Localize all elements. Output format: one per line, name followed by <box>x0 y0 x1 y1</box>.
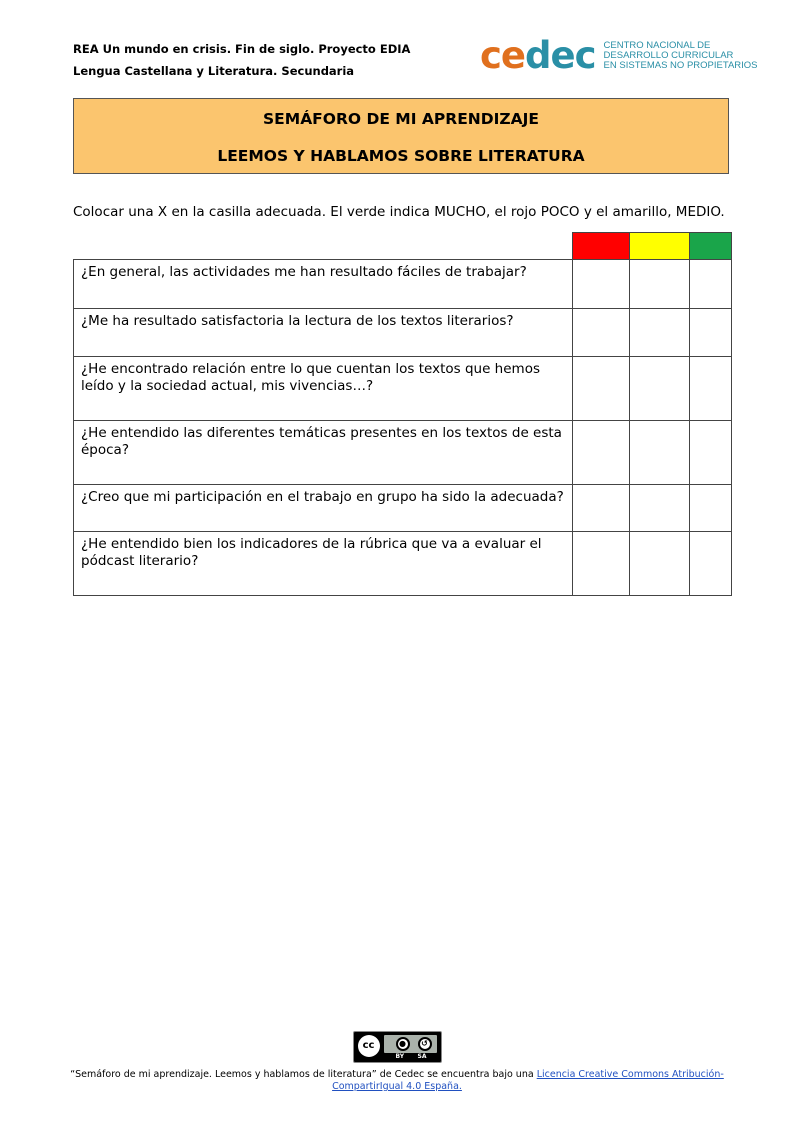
license-text <box>0 1069 794 1093</box>
table-row <box>74 357 732 421</box>
question-cell: ¿He encontrado relación entre lo que cuentan los textos que hemos leído y la sociedad actual, mis vivencias…? <box>74 357 573 421</box>
question-cell: ¿He entendido las diferentes temáticas presentes en los textos de esta época? <box>74 421 573 485</box>
title-box <box>73 98 729 174</box>
table-row <box>74 421 732 485</box>
yellow-header-cell <box>630 233 690 260</box>
logo-sub-line2: DESARROLLO CURRICULAR <box>603 50 734 61</box>
cedec-logo <box>480 36 758 76</box>
share-alike-icon: ↺ <box>418 1037 432 1051</box>
answer-cell-red[interactable] <box>573 421 630 485</box>
answer-cell-yellow[interactable] <box>630 532 690 596</box>
red-header-cell <box>573 233 630 260</box>
logo-word-teal: dec <box>525 34 596 77</box>
license-link[interactable]: Licencia Creative Commons Atribución-CompartirIgual 4.0 España. <box>332 1069 724 1092</box>
license-statement: “Semáforo de mi aprendizaje. Leemos y hablamos de literatura” de Cedec se encuentra bajo una <box>70 1069 534 1080</box>
question-cell: ¿Creo que mi participación en el trabajo en grupo ha sido la adecuada? <box>74 485 573 532</box>
answer-cell-green[interactable] <box>690 260 732 309</box>
answer-cell-red[interactable] <box>573 485 630 532</box>
cc-by-sa-badge[interactable] <box>353 1031 442 1063</box>
self-assessment-table <box>73 232 732 596</box>
answer-cell-yellow[interactable] <box>630 421 690 485</box>
table-row <box>74 532 732 596</box>
instruction-text: Colocar una X en la casilla adecuada. El verde indica MUCHO, el rojo POCO y el amarillo, MEDIO. <box>73 204 725 220</box>
answer-cell-red[interactable] <box>573 532 630 596</box>
answer-cell-green[interactable] <box>690 357 732 421</box>
cc-icon: cc <box>358 1035 380 1057</box>
table-row <box>74 485 732 532</box>
question-cell: ¿En general, las actividades me han resultado fáciles de trabajar? <box>74 260 573 309</box>
license-footer <box>0 1031 794 1093</box>
answer-cell-green[interactable] <box>690 421 732 485</box>
answer-cell-yellow[interactable] <box>630 309 690 357</box>
question-cell: ¿He entendido bien los indicadores de la rúbrica que va a evaluar el pódcast literario? <box>74 532 573 596</box>
answer-cell-yellow[interactable] <box>630 357 690 421</box>
page-title: SEMÁFORO DE MI APRENDIZAJE <box>263 110 539 128</box>
document-header <box>73 38 410 82</box>
attribution-icon: ● <box>396 1037 410 1051</box>
answer-cell-yellow[interactable] <box>630 485 690 532</box>
color-header-row <box>74 233 732 260</box>
badge-strip <box>384 1035 437 1053</box>
answer-cell-red[interactable] <box>573 260 630 309</box>
by-label: BY <box>395 1053 405 1060</box>
answer-cell-yellow[interactable] <box>630 260 690 309</box>
cedec-logo-subtitle <box>604 41 758 71</box>
question-cell: ¿Me ha resultado satisfactoria la lectura de los textos literarios? <box>74 309 573 357</box>
logo-sub-line1: CENTRO NACIONAL DE <box>603 40 711 51</box>
header-blank-cell <box>74 233 573 260</box>
header-course-title: REA Un mundo en crisis. Fin de siglo. Proyecto EDIA <box>73 42 411 56</box>
sa-label: SA <box>417 1053 427 1060</box>
logo-word-orange: ce <box>480 34 526 77</box>
answer-cell-red[interactable] <box>573 357 630 421</box>
logo-sub-line3: EN SISTEMAS NO PROPIETARIOS <box>603 60 758 71</box>
page-subtitle: LEEMOS Y HABLAMOS SOBRE LITERATURA <box>217 147 585 165</box>
green-header-cell <box>690 233 732 260</box>
answer-cell-green[interactable] <box>690 309 732 357</box>
cedec-logo-word <box>480 36 596 76</box>
header-subject: Lengua Castellana y Literatura. Secundaria <box>73 64 355 78</box>
answer-cell-green[interactable] <box>690 485 732 532</box>
table-row <box>74 309 732 357</box>
answer-cell-green[interactable] <box>690 532 732 596</box>
answer-cell-red[interactable] <box>573 309 630 357</box>
table-row <box>74 260 732 309</box>
